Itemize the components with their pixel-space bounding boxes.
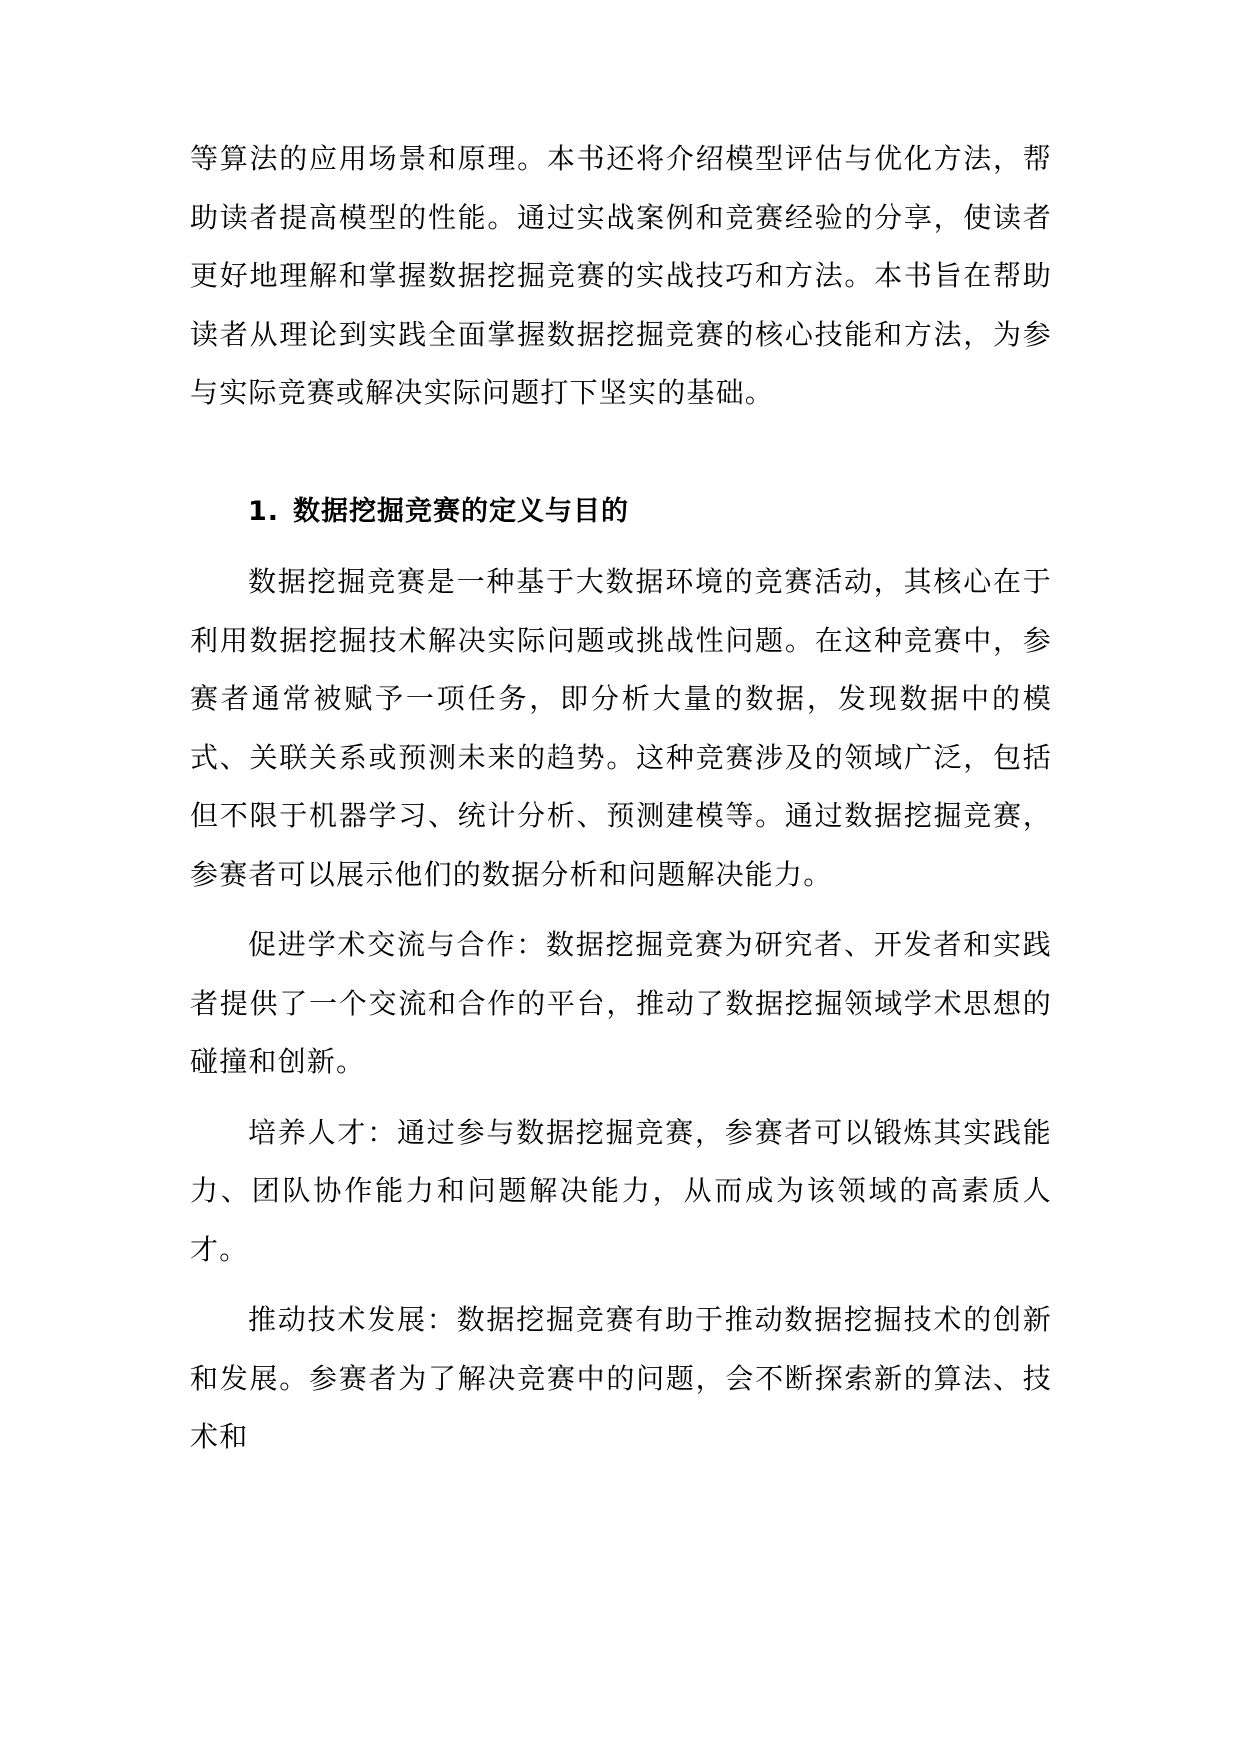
paragraph-tech-development: 推动技术发展：数据挖掘竞赛有助于推动数据挖掘技术的创新和发展。参赛者为了解决竞赛中的问题，会不断探索新的算法、技术和 (190, 1303, 1052, 1453)
section-heading (190, 483, 1052, 542)
section-title: 数据挖掘竞赛的定义与目的 (293, 495, 630, 527)
paragraph-definition: 数据挖掘竞赛是一种基于大数据环境的竞赛活动，其核心在于利用数据挖掘技术解决实际问题或挑战性问题。在这种竞赛中，参赛者通常被赋予一项任务，即分析大量的数据，发现数据中的模式、关联关系或预测未来的趋势。这种竞赛涉及的领域广泛，包括但不限于机器学习、统计分析、预测建模等。通过数据挖掘竞赛，参赛者可以展示他们的数据分析和问题解决能力。 (190, 565, 1052, 891)
intro-paragraph: 等算法的应用场景和原理。本书还将介绍模型评估与优化方法，帮助读者提高模型的性能。通过实战案例和竞赛经验的分享，使读者更好地理解和掌握数据挖掘竞赛的实战技巧和方法。本书旨在帮助读者从理论到实践全面掌握数据挖掘竞赛的核心技能和方法，为参与实际竞赛或解决实际问题打下坚实的基础。 (190, 142, 1052, 409)
paragraph-talent-cultivation: 培养人才：通过参与数据挖掘竞赛，参赛者可以锻炼其实践能力、团队协作能力和问题解决能力，从而成为该领域的高素质人才。 (190, 1115, 1052, 1266)
paragraph-academic-exchange: 促进学术交流与合作：数据挖掘竞赛为研究者、开发者和实践者提供了一个交流和合作的平台，推动了数据挖掘领域学术思想的碰撞和创新。 (190, 928, 1052, 1078)
document-page (190, 130, 1052, 1479)
section-number: 1. (248, 495, 280, 527)
